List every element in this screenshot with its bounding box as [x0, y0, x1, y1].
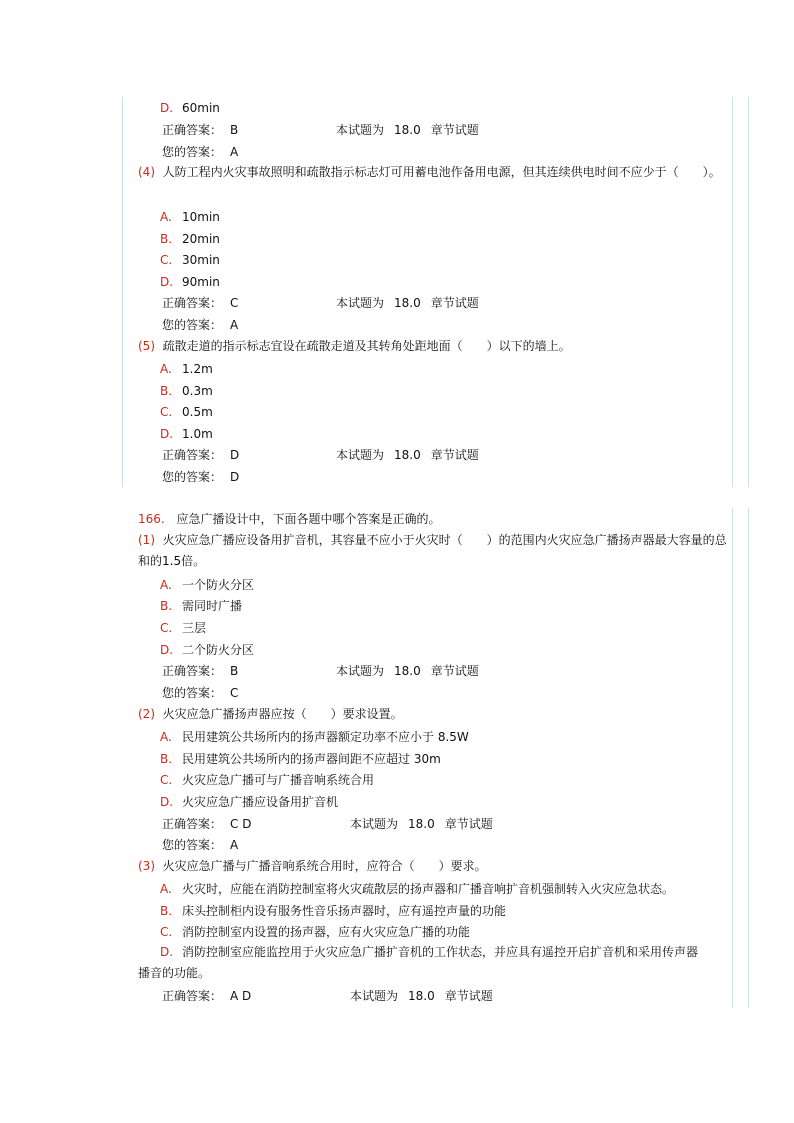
option-row: D. 90min: [160, 275, 220, 289]
option-row: B. 0.3m: [160, 384, 213, 398]
question-4: (4) 人防工程内火灾事故照明和疏散指示标志灯可用蓄电池作备用电源，但其连续供电时间不应少于（ ）。: [138, 165, 721, 179]
score-info: 本试题为 18.0 章节试题: [350, 989, 493, 1003]
option-row: D. 消防控制室应能监控用于火灾应急广播扩音机的工作状态，并应具有遥控开启扩音机和采用传声器播音的功能。: [138, 945, 699, 980]
option-row: C. 三层: [160, 621, 207, 635]
option-row: C. 消防控制室内设置的扬声器，应有火灾应急广播的功能: [160, 925, 471, 939]
question-3: (3) 火灾应急广播与广播音响系统合用时，应符合（ ）要求。: [138, 859, 487, 873]
option-row: A. 民用建筑公共场所内的扬声器额定功率不应小于 8.5W: [160, 730, 469, 744]
option-row: A. 一个防火分区: [160, 578, 255, 592]
option-row: C. 0.5m: [160, 405, 213, 419]
option-row: D. 60min: [160, 101, 220, 115]
option-row: D. 二个防火分区: [160, 643, 255, 657]
frame-line-right-top2: [748, 97, 749, 487]
your-answer-row: 您的答案： A: [162, 838, 239, 852]
your-answer-row: 您的答案： A: [162, 318, 239, 332]
correct-answer-row: 正确答案： D: [162, 448, 240, 462]
section-title: 166. 应急广播设计中，下面各题中哪个答案是正确的。: [138, 512, 441, 526]
option-row: D. 火灾应急广播应设备用扩音机: [160, 795, 339, 809]
correct-answer-row: 正确答案： A D: [162, 989, 252, 1003]
frame-line-right-bottom: [732, 508, 733, 1008]
score-info: 本试题为 18.0 章节试题: [350, 817, 493, 831]
correct-answer-row: 正确答案： C D: [162, 817, 252, 831]
question-1: (1) 火灾应急广播应设备用扩音机，其容量不应小于火灾时（ ）的范围内火灾应急广播扬声器最大容量的总和的1.5倍。: [138, 533, 727, 568]
question-5: (5) 疏散走道的指示标志宜设在疏散走道及其转角处距地面（ ）以下的墙上。: [138, 339, 571, 353]
correct-answer-row: 正确答案： C: [162, 296, 239, 310]
frame-line-right-top: [732, 97, 733, 487]
score-info: 本试题为 18.0 章节试题: [336, 123, 479, 137]
option-row: A. 10min: [160, 210, 220, 224]
option-row: A. 1.2m: [160, 362, 213, 376]
option-row: B. 20min: [160, 232, 220, 246]
option-row: A. 火灾时，应能在消防控制室将火灾疏散层的扬声器和广播音响扩音机强制转入火灾应急状态。: [160, 882, 675, 896]
score-info: 本试题为 18.0 章节试题: [336, 448, 479, 462]
option-row: C. 30min: [160, 253, 220, 267]
score-info: 本试题为 18.0 章节试题: [336, 296, 479, 310]
your-answer-row: 您的答案： D: [162, 470, 240, 484]
your-answer-row: 您的答案： C: [162, 686, 239, 700]
your-answer-row: 您的答案： A: [162, 145, 239, 159]
score-info: 本试题为 18.0 章节试题: [336, 664, 479, 678]
option-row: B. 床头控制柜内设有服务性音乐扬声器时，应有遥控声量的功能: [160, 904, 507, 918]
option-row: B. 需同时广播: [160, 599, 243, 613]
frame-line-left-top: [122, 97, 123, 487]
question-2: (2) 火灾应急广播扬声器应按（ ）要求设置。: [138, 707, 403, 721]
option-row: C. 火灾应急广播可与广播音响系统合用: [160, 773, 375, 787]
frame-line-right-bottom2: [748, 508, 749, 1008]
option-row: B. 民用建筑公共场所内的扬声器间距不应超过 30m: [160, 752, 441, 766]
correct-answer-row: 正确答案： B: [162, 123, 239, 137]
option-row: D. 1.0m: [160, 427, 213, 441]
correct-answer-row: 正确答案： B: [162, 664, 239, 678]
